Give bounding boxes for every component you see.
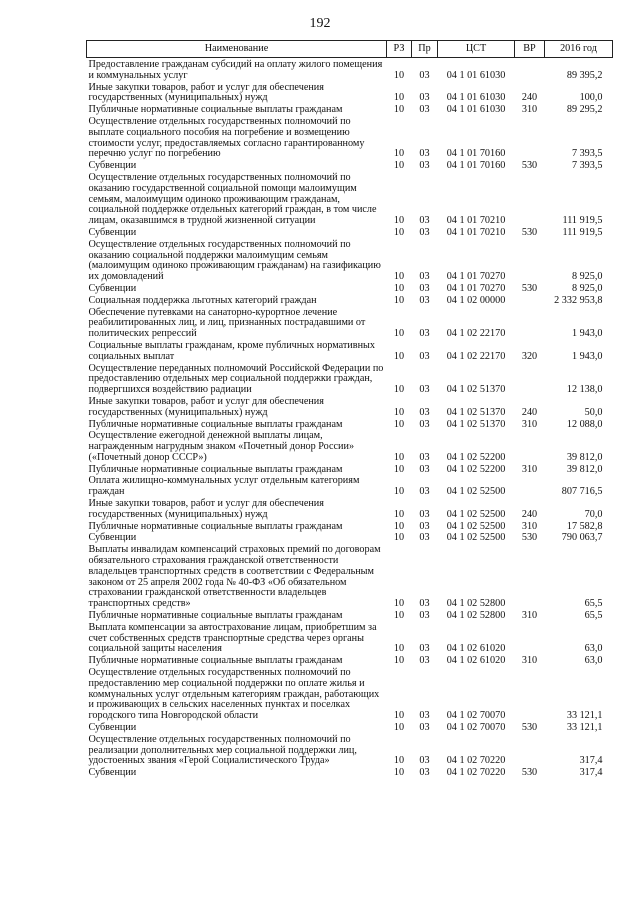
row-amount: 65,5 — [584, 598, 603, 610]
row-cst: 04 1 01 61030 — [446, 92, 506, 104]
row-name: Социальные выплаты гражданам, кроме публичных нормативных социальных выплат — [88, 339, 375, 362]
row-pr: 03 — [419, 508, 430, 520]
row-cst: 04 1 01 70270 — [446, 282, 506, 294]
row-cst: 04 1 01 70160 — [446, 148, 506, 160]
row-cst: 04 1 02 51370 — [446, 406, 506, 418]
row-amount: 89 395,2 — [566, 69, 603, 81]
row-vr: 240 — [521, 92, 538, 104]
row-vr: 530 — [521, 767, 538, 779]
row-amount: 317,4 — [579, 767, 603, 779]
row-rz: 10 — [393, 104, 405, 116]
row-cst: 04 1 02 70070 — [446, 710, 506, 722]
row-cst: 04 1 02 52800 — [446, 598, 506, 610]
header-amount: 2016 год — [545, 41, 613, 58]
row-pr: 03 — [419, 532, 430, 544]
table-row — [87, 58, 613, 83]
row-amount: 89 295,2 — [566, 104, 603, 116]
row-name: Осуществление отдельных государственных полномочий по предоставлению мер социальной поддержки по оплате жилья и коммунальных услуг отдельным категориям граждан, работающих и проживающих в сельских населенных пунктах и поселках городского типа Новгородской области — [88, 667, 380, 722]
table-row — [87, 476, 613, 499]
row-vr: 310 — [521, 655, 538, 667]
row-pr: 03 — [419, 598, 430, 610]
row-rz: 10 — [393, 722, 405, 734]
row-amount: 1 943,0 — [571, 350, 603, 362]
row-cst: 04 1 02 61020 — [446, 655, 506, 667]
row-name: Субвенции — [88, 282, 137, 294]
row-vr: 310 — [521, 520, 538, 532]
row-vr: 530 — [521, 226, 538, 238]
row-vr: 240 — [521, 406, 538, 418]
row-pr: 03 — [419, 160, 430, 172]
row-pr: 03 — [419, 710, 430, 722]
row-amount: 33 121,1 — [566, 722, 603, 734]
row-amount: 7 393,5 — [571, 148, 603, 160]
row-cst: 04 1 02 61020 — [446, 643, 506, 655]
row-rz: 10 — [393, 328, 405, 340]
row-pr: 03 — [419, 643, 430, 655]
row-amount: 39 812,0 — [566, 463, 603, 475]
row-amount: 70,0 — [584, 508, 603, 520]
row-vr — [515, 240, 545, 284]
row-name: Оплата жилищно-коммунальных услуг отдельным категориям граждан — [88, 475, 360, 498]
row-amount: 2 332 953,8 — [554, 294, 603, 306]
row-rz: 10 — [393, 92, 405, 104]
header-cst: ЦСТ — [438, 41, 515, 58]
table-row — [87, 240, 613, 284]
row-name: Публичные нормативные социальные выплаты гражданам — [88, 610, 343, 622]
row-amount: 39 812,0 — [566, 451, 603, 463]
row-name: Социальная поддержка льготных категорий граждан — [88, 294, 317, 306]
row-name: Публичные нормативные социальные выплаты гражданам — [88, 655, 343, 667]
table-row — [87, 296, 613, 308]
row-rz: 10 — [393, 767, 405, 779]
row-rz: 10 — [393, 610, 405, 622]
row-vr — [515, 545, 545, 611]
row-pr: 03 — [419, 148, 430, 160]
row-vr — [515, 735, 545, 768]
header-pr: Пр — [412, 41, 438, 58]
row-cst: 04 1 02 51370 — [446, 418, 506, 430]
row-cst: 04 1 02 52800 — [446, 610, 506, 622]
row-name: Осуществление переданных полномочий Российской Федерации по предоставлению отдельных мер социальной поддержки граждан, подвергшихся воздействию радиации — [88, 362, 384, 396]
row-cst: 04 1 02 52200 — [446, 463, 506, 475]
row-name: Публичные нормативные социальные выплаты гражданам — [88, 104, 343, 116]
row-pr: 03 — [419, 755, 430, 767]
row-name: Субвенции — [88, 722, 137, 734]
row-cst: 04 1 02 00000 — [446, 294, 506, 306]
row-pr: 03 — [419, 328, 430, 340]
row-vr: 310 — [521, 463, 538, 475]
row-pr: 03 — [419, 282, 430, 294]
table-row — [87, 308, 613, 341]
table-row — [87, 768, 613, 780]
table-row — [87, 668, 613, 723]
row-amount: 12 138,0 — [566, 384, 603, 396]
row-amount: 790 063,7 — [561, 532, 603, 544]
row-pr: 03 — [419, 350, 430, 362]
row-pr: 03 — [419, 226, 430, 238]
row-cst: 04 1 02 22170 — [446, 328, 506, 340]
row-pr: 03 — [419, 418, 430, 430]
row-name: Обеспечение путевками на санаторно-курортное лечение реабилитированных лиц, и лиц, признанных пострадавшими от политических репрессий — [88, 306, 366, 340]
row-rz: 10 — [393, 69, 405, 81]
row-cst: 04 1 02 70070 — [446, 722, 506, 734]
page-number: 192 — [309, 16, 331, 31]
row-pr: 03 — [419, 215, 430, 227]
table-row — [87, 284, 613, 296]
table-row — [87, 83, 613, 106]
row-amount: 7 393,5 — [571, 160, 603, 172]
row-pr: 03 — [419, 406, 430, 418]
row-rz: 10 — [393, 215, 405, 227]
row-cst: 04 1 01 70210 — [446, 226, 506, 238]
table-row — [87, 735, 613, 768]
row-name: Иные закупки товаров, работ и услуг для обеспечения государственных (муниципальных) нужд — [88, 81, 324, 104]
row-pr: 03 — [419, 69, 430, 81]
row-vr: 310 — [521, 104, 538, 116]
row-rz: 10 — [393, 520, 405, 532]
row-amount: 17 582,8 — [566, 520, 603, 532]
table-body — [87, 58, 613, 781]
row-name: Предоставление гражданам субсидий на оплату жилого помещения и коммунальных услуг — [88, 59, 383, 81]
row-vr — [515, 431, 545, 464]
row-pr: 03 — [419, 520, 430, 532]
row-rz: 10 — [393, 755, 405, 767]
row-cst: 04 1 01 70270 — [446, 271, 506, 283]
row-cst: 04 1 01 61030 — [446, 69, 506, 81]
row-rz: 10 — [393, 418, 405, 430]
row-vr — [515, 296, 545, 308]
row-vr — [515, 58, 545, 83]
row-rz: 10 — [393, 350, 405, 362]
row-rz: 10 — [393, 643, 405, 655]
row-cst: 04 1 02 52500 — [446, 486, 506, 498]
row-name: Осуществление отдельных государственных полномочий по выплате социального пособия на погребение и возмещению стоимости услуг, предоставляемых согласно гарантированному перечню услуг по погребению — [88, 115, 365, 160]
row-amount: 111 919,5 — [562, 226, 603, 238]
row-rz: 10 — [393, 598, 405, 610]
row-cst: 04 1 01 61030 — [446, 104, 506, 116]
row-amount: 807 716,5 — [561, 486, 603, 498]
row-pr: 03 — [419, 271, 430, 283]
row-name: Выплата компенсации за автострахование лицам, приобретшим за счет собственных средств транспортные средства через органы социальной защиты населения — [88, 621, 377, 655]
row-pr: 03 — [419, 722, 430, 734]
row-pr: 03 — [419, 294, 430, 306]
budget-table — [86, 40, 613, 780]
table-row — [87, 545, 613, 611]
table-row — [87, 499, 613, 522]
table-row — [87, 431, 613, 464]
row-amount: 1 943,0 — [571, 328, 603, 340]
table-row — [87, 623, 613, 656]
row-vr: 530 — [521, 722, 538, 734]
row-vr: 310 — [521, 418, 538, 430]
row-name: Осуществление ежегодной денежной выплаты лицам, награжденным нагрудным знаком «Почетный донор России» («Почетный донор СССР») — [88, 430, 355, 463]
row-name: Публичные нормативные социальные выплаты гражданам — [88, 418, 343, 430]
table-row — [87, 397, 613, 420]
row-name: Осуществление отдельных государственных полномочий по оказанию социальной поддержки малоимущим семьям (малоимущим одиноко проживающим гражданам) на газификацию их домовладений — [88, 238, 381, 283]
row-cst: 04 1 02 70220 — [446, 767, 506, 779]
row-vr: 240 — [521, 508, 538, 520]
row-name: Публичные нормативные социальные выплаты гражданам — [88, 520, 343, 532]
row-vr: 530 — [521, 532, 538, 544]
row-amount: 8 925,0 — [571, 282, 603, 294]
row-rz: 10 — [393, 486, 405, 498]
row-vr — [515, 117, 545, 161]
row-rz: 10 — [393, 226, 405, 238]
row-amount: 33 121,1 — [566, 710, 603, 722]
row-cst: 04 1 02 52500 — [446, 508, 506, 520]
row-amount: 317,4 — [579, 755, 603, 767]
row-vr: 530 — [521, 160, 538, 172]
row-rz: 10 — [393, 406, 405, 418]
row-rz: 10 — [393, 463, 405, 475]
table-row — [87, 173, 613, 228]
row-amount: 63,0 — [584, 655, 603, 667]
header-vr: ВР — [515, 41, 545, 58]
row-rz: 10 — [393, 294, 405, 306]
row-name: Иные закупки товаров, работ и услуг для обеспечения государственных (муниципальных) нужд — [88, 395, 324, 418]
row-rz: 10 — [393, 160, 405, 172]
row-rz: 10 — [393, 282, 405, 294]
row-amount: 8 925,0 — [571, 271, 603, 283]
row-cst: 04 1 02 70220 — [446, 755, 506, 767]
row-amount: 111 919,5 — [562, 215, 603, 227]
row-vr — [515, 308, 545, 341]
row-name: Иные закупки товаров, работ и услуг для обеспечения государственных (муниципальных) нужд — [88, 498, 324, 520]
row-vr: 310 — [521, 610, 538, 622]
row-pr: 03 — [419, 655, 430, 667]
row-rz: 10 — [393, 655, 405, 667]
row-vr — [515, 623, 545, 656]
row-name: Осуществление отдельных государственных полномочий по реализации дополнительных мер социальной поддержки лиц, удостоенных звания «Герой Социалистического Труда» — [88, 733, 357, 767]
row-vr — [515, 476, 545, 499]
row-cst: 04 1 01 70210 — [446, 215, 506, 227]
row-pr: 03 — [419, 486, 430, 498]
row-name: Публичные нормативные социальные выплаты гражданам — [88, 463, 343, 475]
row-name: Осуществление отдельных государственных полномочий по оказанию государственной социальной помощи малоимущим семьям, малоимущим одиноко проживающим гражданам, социальной поддержке отдельных категорий граждан, в том числе лицам, оказавшимся в трудной жизненной ситуации — [88, 171, 377, 227]
row-cst: 04 1 02 52200 — [446, 451, 506, 463]
row-name: Субвенции — [88, 160, 137, 172]
row-rz: 10 — [393, 710, 405, 722]
row-rz: 10 — [393, 532, 405, 544]
row-cst: 04 1 02 52500 — [446, 520, 506, 532]
row-amount: 50,0 — [584, 406, 603, 418]
row-rz: 10 — [393, 271, 405, 283]
header-rz: РЗ — [387, 41, 412, 58]
row-amount: 12 088,0 — [566, 418, 603, 430]
row-pr: 03 — [419, 104, 430, 116]
row-pr: 03 — [419, 463, 430, 475]
row-pr: 03 — [419, 92, 430, 104]
row-rz: 10 — [393, 148, 405, 160]
row-vr: 530 — [521, 282, 538, 294]
row-name: Субвенции — [88, 532, 137, 544]
row-pr: 03 — [419, 767, 430, 779]
row-name: Выплаты инвалидам компенсаций страховых премий по договорам обязательного страхования гражданской ответственности владельцев транспортных средств в соответствии с Федеральным законом от 25 апреля 2002 года № 40-ФЗ «Об обязательном страховании гражданской ответственности владельцев транспортных средств» — [88, 544, 381, 610]
row-vr — [515, 668, 545, 723]
row-vr: 320 — [521, 350, 538, 362]
row-cst: 04 1 02 22170 — [446, 350, 506, 362]
row-rz: 10 — [393, 508, 405, 520]
row-rz: 10 — [393, 451, 405, 463]
row-pr: 03 — [419, 384, 430, 396]
row-amount: 63,0 — [584, 643, 603, 655]
table-row — [87, 364, 613, 397]
row-cst: 04 1 02 52500 — [446, 532, 506, 544]
row-name: Субвенции — [88, 226, 137, 238]
row-pr: 03 — [419, 451, 430, 463]
row-vr — [515, 173, 545, 228]
table-row — [87, 341, 613, 364]
row-rz: 10 — [393, 384, 405, 396]
row-amount: 100,0 — [579, 92, 603, 104]
row-vr — [515, 364, 545, 397]
row-pr: 03 — [419, 610, 430, 622]
row-name: Субвенции — [88, 767, 137, 779]
table-row — [87, 228, 613, 240]
row-cst: 04 1 02 51370 — [446, 384, 506, 396]
row-amount: 65,5 — [584, 610, 603, 622]
row-cst: 04 1 01 70160 — [446, 160, 506, 172]
table-header — [87, 41, 613, 58]
header-name: Наименование — [87, 41, 387, 58]
table-row — [87, 117, 613, 161]
